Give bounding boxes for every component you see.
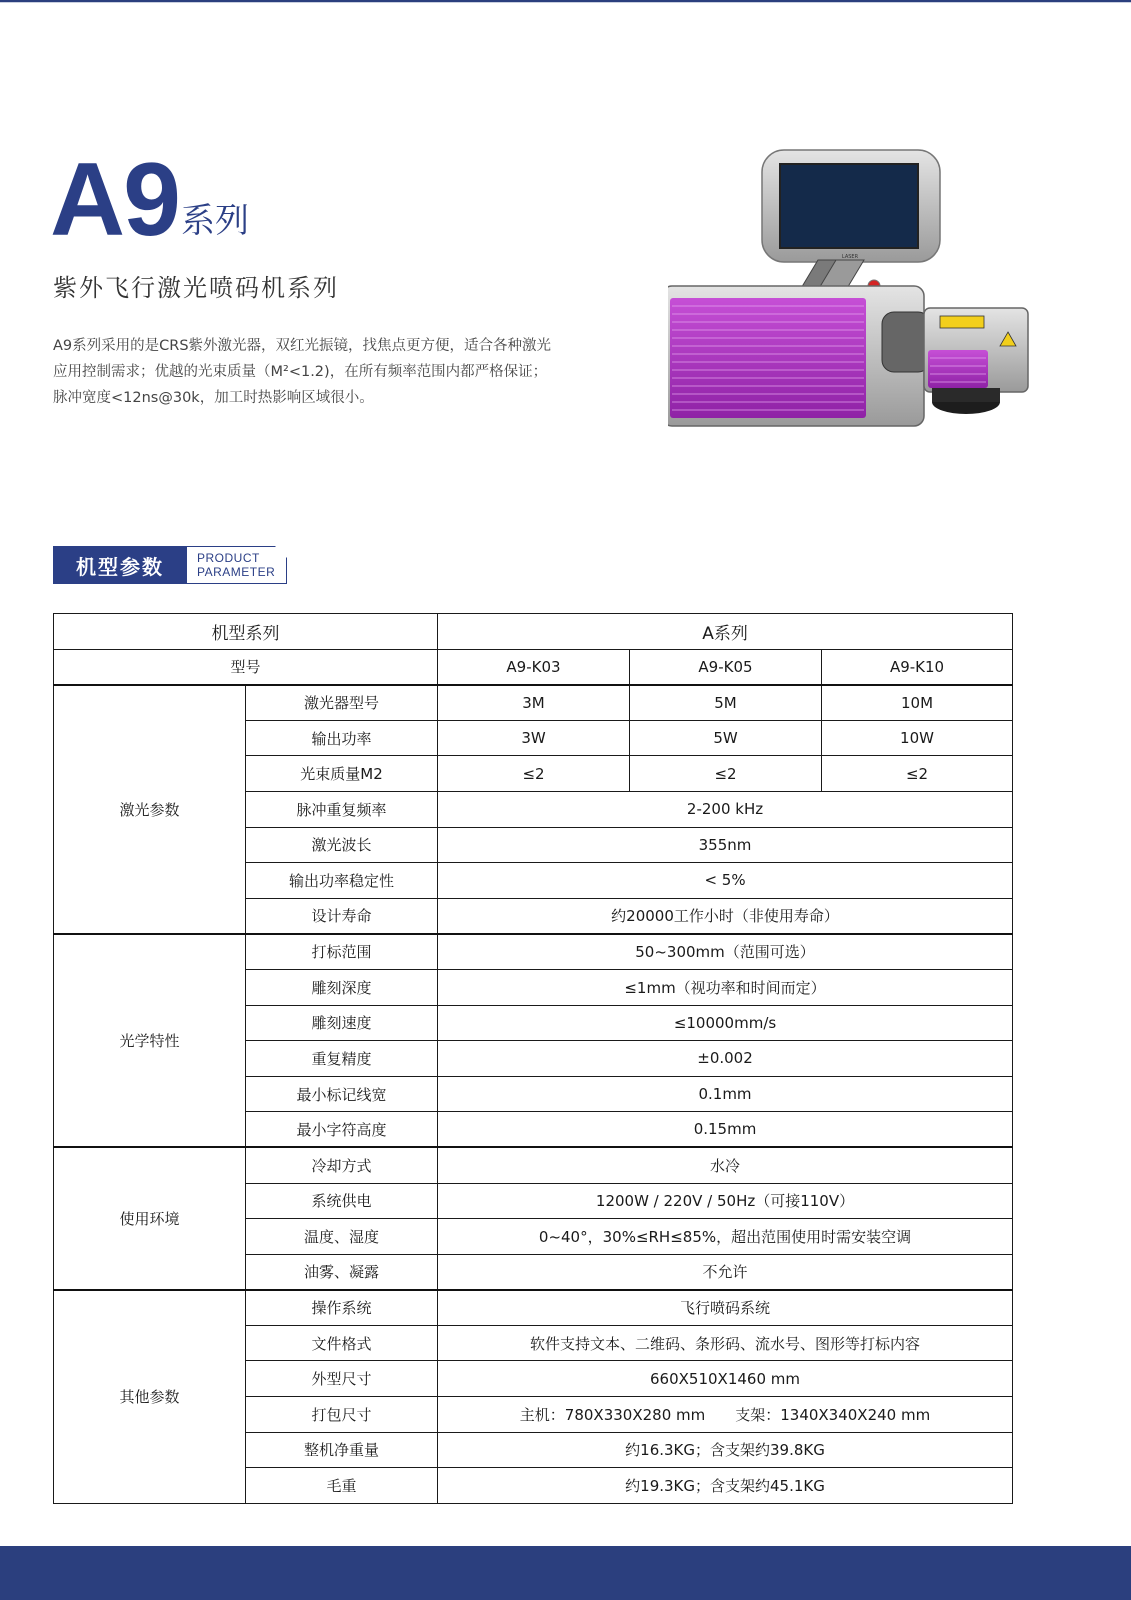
product-description (53, 333, 623, 411)
param-value-cell: 10W (822, 720, 1013, 756)
model-row (54, 649, 1013, 685)
param-value-cell: ≤10000mm/s (438, 1005, 1013, 1041)
param-label-cell: 温度、湿度 (246, 1219, 438, 1255)
param-value-cell: 50~300mm（范围可选） (438, 934, 1013, 970)
param-label-cell: 最小字符高度 (246, 1112, 438, 1148)
series-suffix: 系列 (180, 201, 249, 241)
param-value-cell: 约20000工作小时（非使用寿命） (438, 898, 1013, 934)
spec-table (53, 613, 1013, 1504)
connector-arm (882, 312, 930, 372)
param-value-cell: ≤1mm（视功率和时间而定） (438, 969, 1013, 1005)
group-name-cell: 激光参数 (54, 685, 246, 934)
series-label-cell: 机型系列 (54, 614, 438, 650)
param-label-cell: 油雾、凝露 (246, 1254, 438, 1290)
table-row (54, 1290, 1013, 1326)
param-value-cell: ≤2 (822, 756, 1013, 792)
footer-bar (0, 1546, 1131, 1600)
section-title-en (187, 546, 287, 584)
param-value-cell: 2-200 kHz (438, 791, 1013, 827)
monitor-screen (780, 164, 918, 248)
param-label-cell: 重复精度 (246, 1041, 438, 1077)
param-label-cell: 打包尺寸 (246, 1397, 438, 1433)
param-label-cell: 文件格式 (246, 1325, 438, 1361)
model-name-cell: A9-K10 (822, 649, 1013, 685)
param-label-cell: 激光器型号 (246, 685, 438, 721)
table-row (54, 1147, 1013, 1183)
param-value-cell: 约19.3KG；含支架约45.1KG (438, 1468, 1013, 1504)
param-value-cell: ≤2 (630, 756, 822, 792)
model-name-cell: A9-K03 (438, 649, 630, 685)
model-name-cell: A9-K05 (630, 649, 822, 685)
param-label-cell: 脉冲重复频率 (246, 791, 438, 827)
param-label-cell: 光束质量M2 (246, 756, 438, 792)
product-title (50, 142, 249, 258)
param-value-cell: 660X510X1460 mm (438, 1361, 1013, 1397)
param-value-cell: 1200W / 220V / 50Hz（可接110V） (438, 1183, 1013, 1219)
param-label-cell: 毛重 (246, 1468, 438, 1504)
param-label-cell: 操作系统 (246, 1290, 438, 1326)
series-value-cell: A系列 (438, 614, 1013, 650)
param-value-cell: 水冷 (438, 1147, 1013, 1183)
param-value-cell: 3W (438, 720, 630, 756)
param-value-cell: 5W (630, 720, 822, 756)
description-line: 应用控制需求；优越的光束质量（M²<1.2)，在所有频率范围内都严格保证； (53, 364, 548, 380)
table-row (54, 934, 1013, 970)
section-title-cn: 机型参数 (53, 546, 187, 584)
spec-table-body (54, 614, 1013, 1504)
param-label-cell: 冷却方式 (246, 1147, 438, 1183)
param-value-cell: 主机：780X330X280 mm 支架：1340X340X240 mm (438, 1397, 1013, 1433)
param-value-cell: 0~40°，30%≤RH≤85%，超出范围使用时需安装空调 (438, 1219, 1013, 1255)
section-header (53, 546, 287, 584)
param-value-cell: 5M (630, 685, 822, 721)
param-label-cell: 设计寿命 (246, 898, 438, 934)
laser-machine-image (668, 148, 1058, 448)
param-value-cell: 不允许 (438, 1254, 1013, 1290)
param-label-cell: 输出功率 (246, 720, 438, 756)
table-row (54, 685, 1013, 721)
param-label-cell: 外型尺寸 (246, 1361, 438, 1397)
param-label-cell: 雕刻深度 (246, 969, 438, 1005)
monitor-brand-label: LASER (841, 254, 859, 260)
param-value-cell: 10M (822, 685, 1013, 721)
param-label-cell: 打标范围 (246, 934, 438, 970)
param-label-cell: 整机净重量 (246, 1432, 438, 1468)
param-value-cell: < 5% (438, 863, 1013, 899)
model-name: A9 (50, 142, 179, 258)
group-name-cell: 其他参数 (54, 1290, 246, 1504)
section-title-en-line2: PARAMETER (197, 565, 276, 579)
param-value-cell: ±0.002 (438, 1041, 1013, 1077)
product-subtitle: 紫外飞行激光喷码机系列 (53, 274, 339, 302)
model-label-cell: 型号 (54, 649, 438, 685)
param-value-cell: 3M (438, 685, 630, 721)
purple-panel (670, 298, 866, 418)
description-line: 脉冲宽度<12ns@30k，加工时热影响区域很小。 (53, 390, 374, 406)
param-value-cell: 飞行喷码系统 (438, 1290, 1013, 1326)
param-value-cell: 355nm (438, 827, 1013, 863)
param-value-cell: ≤2 (438, 756, 630, 792)
group-name-cell: 光学特性 (54, 934, 246, 1148)
param-value-cell: 约16.3KG；含支架约39.8KG (438, 1432, 1013, 1468)
warning-label (940, 316, 984, 328)
table-header-row (54, 614, 1013, 650)
param-value-cell: 软件支持文本、二维码、条形码、流水号、图形等打标内容 (438, 1325, 1013, 1361)
param-label-cell: 激光波长 (246, 827, 438, 863)
section-title-en-line1: PRODUCT (197, 551, 260, 565)
param-value-cell: 0.1mm (438, 1076, 1013, 1112)
param-label-cell: 雕刻速度 (246, 1005, 438, 1041)
group-name-cell: 使用环境 (54, 1147, 246, 1289)
param-value-cell: 0.15mm (438, 1112, 1013, 1148)
description-line: A9系列采用的是CRS紫外激光器，双红光振镜，找焦点更方便，适合各种激光 (53, 338, 552, 354)
param-label-cell: 最小标记线宽 (246, 1076, 438, 1112)
top-border-line-light (0, 2, 1131, 3)
param-label-cell: 输出功率稳定性 (246, 863, 438, 899)
param-label-cell: 系统供电 (246, 1183, 438, 1219)
